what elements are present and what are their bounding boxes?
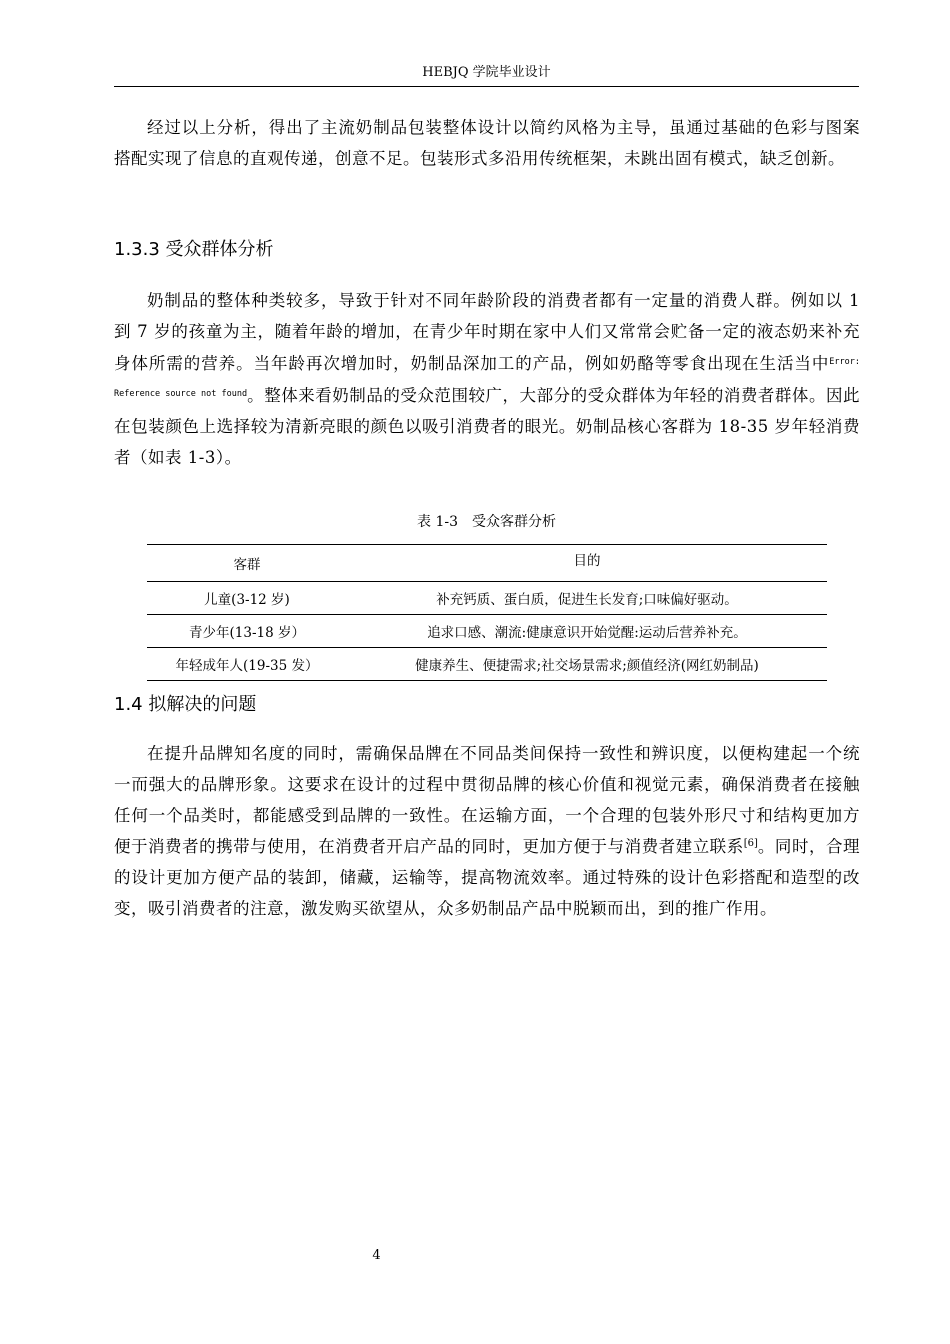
section-heading-1-4: 1.4 拟解决的问题 [114,694,257,715]
paragraph-problems-text-2: 。同时，合理的设计更加方便产品的装卸，储藏，运输等，提高物流效率。通过特殊的设计色彩搭配和造型的改变，吸引消费者的注意，激发购买欲望从，众多奶制品产品中脱颖而出，到的推广作用。 [114,837,861,918]
table-caption: 表 1-3 受众客群分析 [417,514,556,530]
citation-reference: [6] [743,838,758,849]
table-cell-purpose: 追求口感、潮流:健康意识开始觉醒:运动后营养补充。 [347,615,827,648]
table-cell-group: 儿童(3-12 岁) [147,582,347,615]
paragraph-summary: 经过以上分析，得出了主流奶制品包装整体设计以简约风格为主导，虽通过基础的色彩与图案搭配实现了信息的直观传递，创意不足。包装形式多沿用传统框架，未跳出固有模式，缺乏创新。 [114,118,860,168]
table-header-row [147,545,827,582]
section-heading-1-3-3: 1.3.3 受众群体分析 [114,239,274,260]
table-row [147,648,827,681]
reference-error-text: Error: Reference source not found [114,357,860,399]
paragraph-audience-text-2: 。整体来看奶制品的受众范围较广，大部分的受众群体为年轻的消费者群体。因此在包装颜色上选择较为清新亮眼的颜色以吸引消费者的眼光。奶制品核心客群为 18-35 岁年轻消费者（如表 1-3）。 [114,386,861,467]
table-cell-group: 青少年(13-18 岁） [147,615,347,648]
table-cell-group: 年轻成年人(19-35 发） [147,648,347,681]
page-number: 4 [372,1248,381,1263]
table-row [147,582,827,615]
page-header: HEBJQ 学院毕业设计 [422,65,551,80]
table-cell-purpose: 健康养生、便捷需求;社交场景需求;颜值经济(网红奶制品) [347,648,827,681]
table-cell-purpose: 补充钙质、蛋白质，促进生长发育;口味偏好驱动。 [347,582,827,615]
table-row [147,615,827,648]
audience-table [147,544,827,681]
column-header-purpose: 目的 [347,545,827,582]
header-rule [114,86,859,87]
column-header-group: 客群 [147,545,347,582]
paragraph-problems [114,738,860,924]
paragraph-problems-text-1: 在提升品牌知名度的同时，需确保品牌在不同品类间保持一致性和辨识度，以便构建起一个统一而强大的品牌形象。这要求在设计的过程中贯彻品牌的核心价值和视觉元素，确保消费者在接触任何一个品类时，都能感受到品牌的一致性。在运输方面，一个合理的包装外形尺寸和结构更加方便于消费者的携带与使用，在消费者开启产品的同时，更加方便于与消费者建立联系 [114,744,860,856]
paragraph-audience [114,285,860,473]
paragraph-audience-text-1: 奶制品的整体种类较多，导致于针对不同年龄阶段的消费者都有一定量的消费人群。例如以 1 到 7 岁的孩童为主，随着年龄的增加，在青少年时期在家中人们又常常会贮备一定的液态奶来补充身体所需的营养。当年龄再次增加时，奶制品深加工的产品，例如奶酪等零食出现在生活当中 [114,291,860,373]
